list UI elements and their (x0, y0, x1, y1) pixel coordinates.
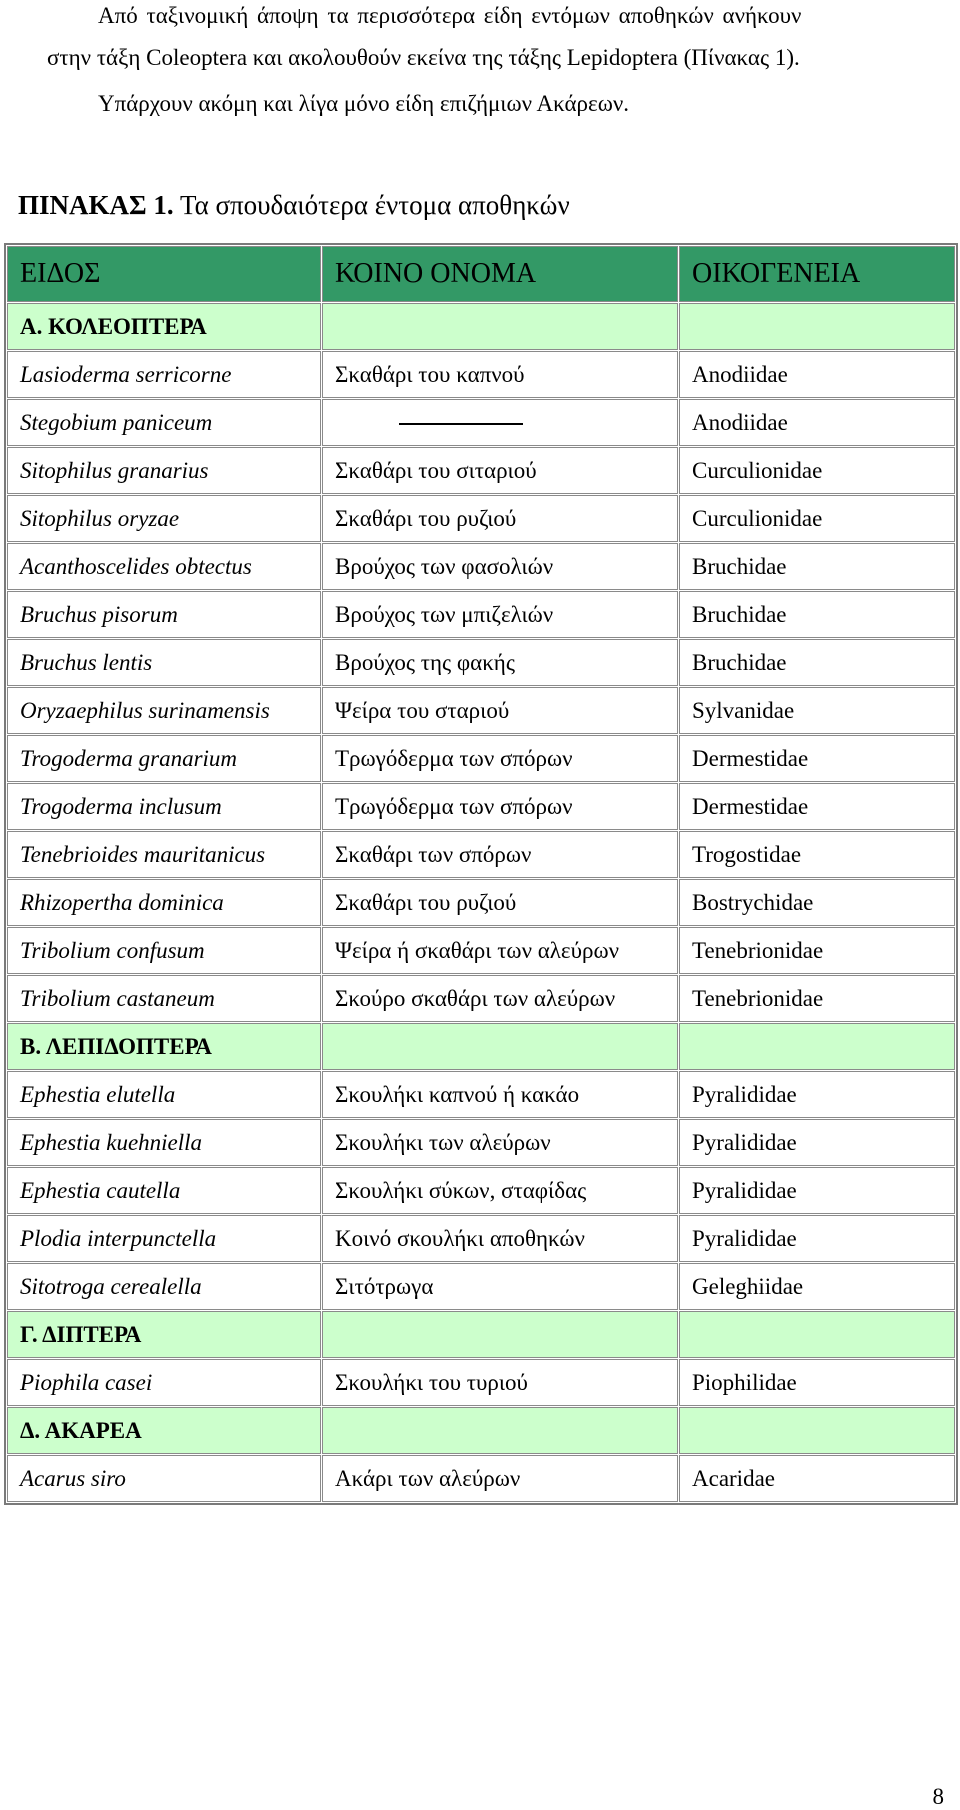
species-cell: Stegobium paniceum (7, 399, 321, 446)
common-name-cell: Σκαθάρι του ρυζιού (322, 879, 678, 926)
common-name-cell: Σκούρο σκαθάρι των αλεύρων (322, 975, 678, 1022)
group-empty-cell (679, 1311, 955, 1358)
common-name-cell: Βρούχος των φασολιών (322, 543, 678, 590)
species-cell: Rhizopertha dominica (7, 879, 321, 926)
common-name-cell: Τρωγόδερμα των σπόρων (322, 735, 678, 782)
group-row (7, 1407, 955, 1454)
table-caption (18, 190, 570, 221)
common-name-cell: Σκουλήκι καπνού ή κακάο (322, 1071, 678, 1118)
family-cell: Acaridae (679, 1455, 955, 1502)
species-cell: Tribolium confusum (7, 927, 321, 974)
species-cell: Bruchus lentis (7, 639, 321, 686)
common-name-cell: Ψείρα του σταριού (322, 687, 678, 734)
common-name-cell: Σκαθάρι του σιταριού (322, 447, 678, 494)
common-name-cell: Σκαθάρι του ρυζιού (322, 495, 678, 542)
family-cell: Pyralididae (679, 1071, 955, 1118)
table-row (7, 1071, 955, 1118)
table-caption-text: Τα σπουδαιότερα έντομα αποθηκών (179, 190, 570, 220)
common-name-cell: Σιτότρωγα (322, 1263, 678, 1310)
common-name-cell: Σκουλήκι των αλεύρων (322, 1119, 678, 1166)
table-header-row (7, 246, 955, 302)
common-name-cell: Ακάρι των αλεύρων (322, 1455, 678, 1502)
family-cell: Bruchidae (679, 543, 955, 590)
table-row (7, 927, 955, 974)
table-row (7, 639, 955, 686)
species-cell: Trogoderma inclusum (7, 783, 321, 830)
header-family: ΟΙΚΟΓΕΝΕΙΑ (679, 246, 955, 302)
species-cell: Ephestia cautella (7, 1167, 321, 1214)
table-caption-label: ΠΙΝΑΚΑΣ 1. (18, 190, 174, 220)
family-cell: Anodiidae (679, 351, 955, 398)
group-empty-cell (322, 1311, 678, 1358)
intro-line-1: Από ταξινομική άποψη τα περισσότερα είδη εντόμων αποθηκών ανήκουν (98, 3, 802, 28)
species-cell: Plodia interpunctella (7, 1215, 321, 1262)
table-row (7, 591, 955, 638)
species-cell: Trogoderma granarium (7, 735, 321, 782)
family-cell: Trogostidae (679, 831, 955, 878)
family-cell: Bruchidae (679, 639, 955, 686)
table-row (7, 1167, 955, 1214)
common-name-cell: Βρούχος των μπιζελιών (322, 591, 678, 638)
table-row (7, 351, 955, 398)
common-name-cell: Σκαθάρι του καπνού (322, 351, 678, 398)
group-title: Δ. ΑΚΑΡΕΑ (7, 1407, 321, 1454)
table-row (7, 687, 955, 734)
intro-line-2: στην τάξη Coleoptera και ακολουθούν εκείνα της τάξης Lepidoptera (Πίνακας 1). (47, 45, 800, 70)
table-row (7, 783, 955, 830)
table-row (7, 543, 955, 590)
table-row (7, 447, 955, 494)
species-cell: Sitophilus oryzae (7, 495, 321, 542)
group-empty-cell (679, 303, 955, 350)
group-row (7, 1311, 955, 1358)
common-name-cell: Τρωγόδερμα των σπόρων (322, 783, 678, 830)
table-row (7, 879, 955, 926)
group-row (7, 1023, 955, 1070)
common-name-cell: Βρούχος της φακής (322, 639, 678, 686)
table-row (7, 1359, 955, 1406)
table-row (7, 831, 955, 878)
common-name-cell: Σκουλήκι σύκων, σταφίδας (322, 1167, 678, 1214)
table-row (7, 1119, 955, 1166)
common-name-cell: Κοινό σκουλήκι αποθηκών (322, 1215, 678, 1262)
page-number: 8 (932, 1784, 944, 1809)
common-name-cell (322, 399, 678, 446)
species-cell: Ephestia kuehniella (7, 1119, 321, 1166)
species-cell: Sitotroga cerealella (7, 1263, 321, 1310)
species-cell: Oryzaephilus surinamensis (7, 687, 321, 734)
family-cell: Sylvanidae (679, 687, 955, 734)
group-row (7, 303, 955, 350)
family-cell: Dermestidae (679, 735, 955, 782)
family-cell: Pyralididae (679, 1119, 955, 1166)
species-cell: Tribolium castaneum (7, 975, 321, 1022)
family-cell: Piophilidae (679, 1359, 955, 1406)
table-row (7, 399, 955, 446)
species-cell: Lasioderma serricorne (7, 351, 321, 398)
no-common-name-dash (399, 423, 523, 425)
table-row (7, 735, 955, 782)
species-cell: Acarus siro (7, 1455, 321, 1502)
species-cell: Acanthoscelides obtectus (7, 543, 321, 590)
family-cell: Pyralididae (679, 1215, 955, 1262)
table-row (7, 495, 955, 542)
family-cell: Curculionidae (679, 447, 955, 494)
table-row (7, 975, 955, 1022)
group-empty-cell (322, 1023, 678, 1070)
insects-table (4, 243, 958, 1505)
family-cell: Tenebrionidae (679, 927, 955, 974)
family-cell: Bostrychidae (679, 879, 955, 926)
family-cell: Bruchidae (679, 591, 955, 638)
species-cell: Ephestia elutella (7, 1071, 321, 1118)
intro-line-3: Υπάρχουν ακόμη και λίγα μόνο είδη επιζήμιων Ακάρεων. (98, 91, 629, 116)
header-species: ΕΙΔΟΣ (7, 246, 321, 302)
group-title: Γ. ΔΙΠΤΕΡΑ (7, 1311, 321, 1358)
group-title: Α. ΚΟΛΕΟΠΤΕΡΑ (7, 303, 321, 350)
family-cell: Anodiidae (679, 399, 955, 446)
family-cell: Pyralididae (679, 1167, 955, 1214)
common-name-cell: Σκουλήκι του τυριού (322, 1359, 678, 1406)
common-name-cell: Σκαθάρι των σπόρων (322, 831, 678, 878)
group-empty-cell (322, 303, 678, 350)
table-row (7, 1215, 955, 1262)
species-cell: Sitophilus granarius (7, 447, 321, 494)
group-empty-cell (322, 1407, 678, 1454)
family-cell: Geleghiidae (679, 1263, 955, 1310)
species-cell: Tenebrioides mauritanicus (7, 831, 321, 878)
species-cell: Bruchus pisorum (7, 591, 321, 638)
table-row (7, 1263, 955, 1310)
species-cell: Piophila casei (7, 1359, 321, 1406)
table-row (7, 1455, 955, 1502)
family-cell: Curculionidae (679, 495, 955, 542)
family-cell: Dermestidae (679, 783, 955, 830)
group-empty-cell (679, 1407, 955, 1454)
common-name-cell: Ψείρα ή σκαθάρι των αλεύρων (322, 927, 678, 974)
group-empty-cell (679, 1023, 955, 1070)
family-cell: Tenebrionidae (679, 975, 955, 1022)
group-title: Β. ΛΕΠΙΔΟΠΤΕΡΑ (7, 1023, 321, 1070)
header-common-name: ΚΟΙΝΟ ΟΝΟΜΑ (322, 246, 678, 302)
